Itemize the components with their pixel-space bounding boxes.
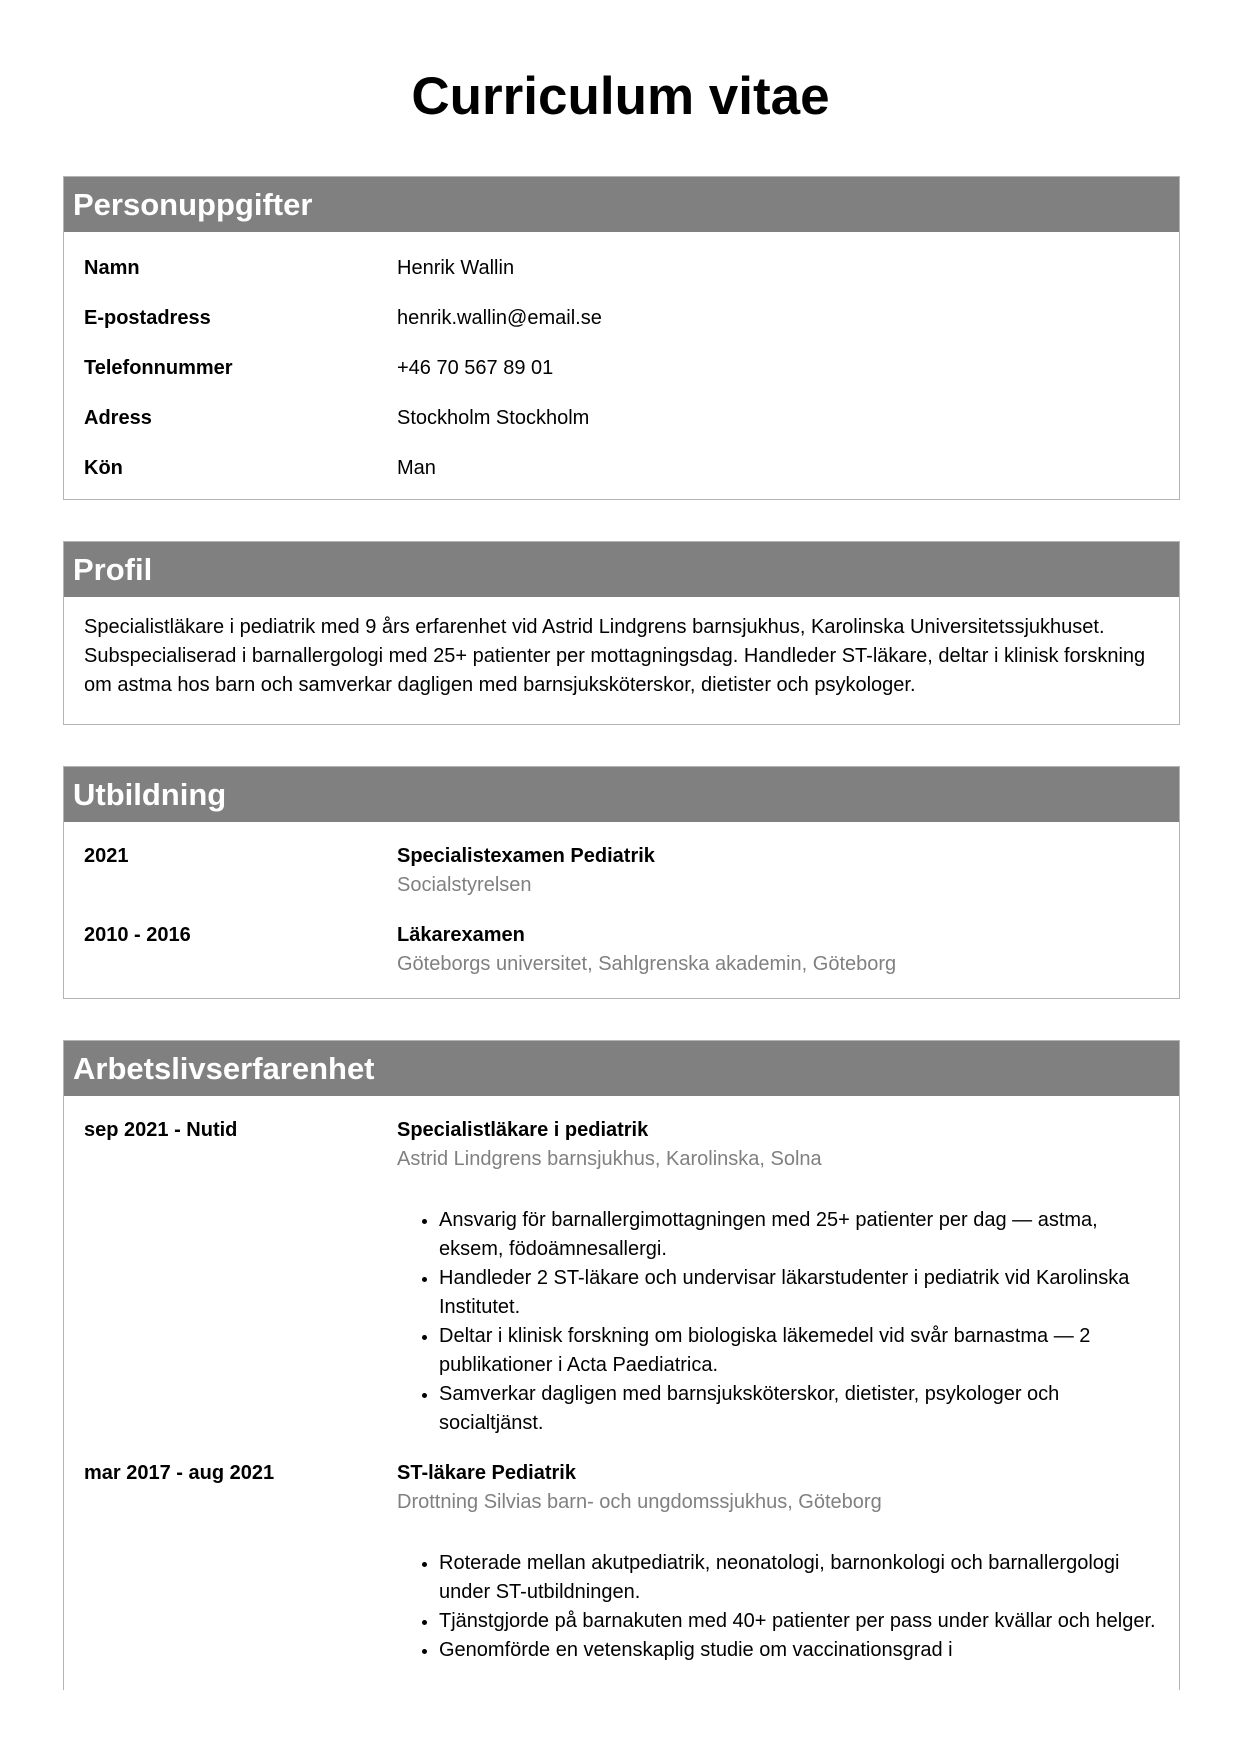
- field-label: Adress: [84, 407, 152, 429]
- section-experience: [63, 1040, 1180, 1690]
- experience-list: [64, 1096, 1179, 1665]
- education-list: [64, 822, 1179, 979]
- list-item: • Handleder 2 ST-läkare och undervisar läkarstudenter i pediatrik vid Karolinska Institutet.: [439, 1264, 1159, 1322]
- experience-title: Specialistläkare i pediatrik: [397, 1119, 649, 1141]
- experience-title: ST-läkare Pediatrik: [397, 1462, 576, 1484]
- section-education: [63, 766, 1180, 999]
- section-heading-personal: Personuppgifter: [64, 177, 1179, 232]
- field-value: henrik.wallin@email.se: [397, 307, 602, 329]
- personal-row-phone: [84, 356, 1159, 380]
- list-item: • Genomförde en vetenskaplig studie om vaccinationsgrad i: [439, 1636, 1159, 1665]
- field-value: Stockholm Stockholm: [397, 407, 590, 429]
- experience-item: [84, 1459, 1159, 1665]
- list-item: • Samverkar dagligen med barnsjuksköterskor, dietister, psykologer och socialtjänst.: [439, 1380, 1159, 1438]
- experience-item: [84, 1116, 1159, 1438]
- list-item: • Deltar i klinisk forskning om biologiska läkemedel vid svår barnastma — 2 publikationer i Acta Paediatrica.: [439, 1322, 1159, 1380]
- section-personal: [63, 176, 1180, 500]
- field-value: Henrik Wallin: [397, 257, 515, 279]
- education-period: 2021: [84, 845, 129, 867]
- personal-row-gender: [84, 456, 1159, 480]
- experience-period: sep 2021 - Nutid: [84, 1119, 238, 1141]
- field-label: E-postadress: [84, 307, 211, 329]
- field-label: Namn: [84, 257, 140, 279]
- page-title: Curriculum vitae: [411, 67, 830, 126]
- section-heading-experience: Arbetslivserfarenhet: [64, 1041, 1179, 1096]
- experience-bullets: [397, 1549, 1159, 1665]
- education-place: Socialstyrelsen: [397, 874, 532, 896]
- field-value: +46 70 567 89 01: [397, 357, 554, 379]
- experience-bullets: [397, 1206, 1159, 1438]
- education-item: [84, 842, 1159, 900]
- education-place: Göteborgs universitet, Sahlgrenska akademin, Göteborg: [397, 953, 897, 975]
- personal-row-name: [84, 256, 1159, 280]
- education-item: [84, 921, 1159, 979]
- personal-row-address: [84, 406, 1159, 430]
- education-title: Läkarexamen: [397, 924, 525, 946]
- field-label: Telefonnummer: [84, 357, 233, 379]
- list-item: • Tjänstgjorde på barnakuten med 40+ patienter per pass under kvällar och helger.: [439, 1607, 1159, 1636]
- education-title: Specialistexamen Pediatrik: [397, 845, 655, 867]
- field-label: Kön: [84, 457, 123, 479]
- education-period: 2010 - 2016: [84, 924, 191, 946]
- list-item: • Roterade mellan akutpediatrik, neonatologi, barnonkologi och barnallergologi under ST-utbildningen.: [439, 1549, 1159, 1607]
- experience-period: mar 2017 - aug 2021: [84, 1462, 275, 1484]
- personal-list: [64, 232, 1179, 480]
- profile-text: Specialistläkare i pediatrik med 9 års erfarenhet vid Astrid Lindgrens barnsjukhus, Karolinska Universitetssjukhuset. Subspecialiserad i barnallergologi med 25+ patienter per mottagningsdag. Handleder ST-läkare, deltar i klinisk forskning om astma hos barn och samverkar dagligen med barnsjuksköterskor, dietister och psykologer.: [84, 616, 1146, 696]
- section-heading-education: Utbildning: [64, 767, 1179, 822]
- section-heading-profile: Profil: [64, 542, 1179, 597]
- experience-place: Drottning Silvias barn- och ungdomssjukhus, Göteborg: [397, 1491, 882, 1513]
- personal-row-email: [84, 306, 1159, 330]
- experience-place: Astrid Lindgrens barnsjukhus, Karolinska, Solna: [397, 1148, 822, 1170]
- list-item: • Ansvarig för barnallergimottagningen med 25+ patienter per dag — astma, eksem, födoämnesallergi.: [439, 1206, 1159, 1264]
- section-profile: [63, 541, 1180, 725]
- field-value: Man: [397, 457, 436, 479]
